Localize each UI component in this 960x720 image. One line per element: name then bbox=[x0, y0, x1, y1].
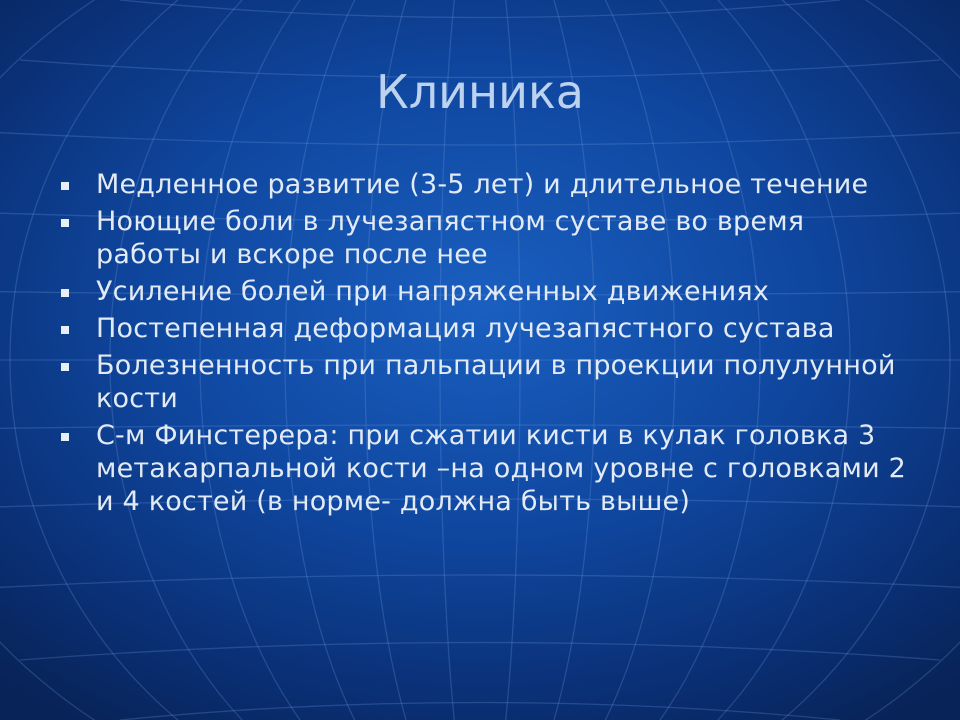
square-bullet-icon bbox=[61, 433, 69, 441]
bullet-item bbox=[56, 168, 916, 201]
bullet-item bbox=[56, 312, 916, 345]
bullet-list bbox=[56, 168, 916, 522]
bullet-text: Постепенная деформация лучезапястного сустава bbox=[96, 313, 835, 344]
square-bullet-icon bbox=[61, 363, 69, 371]
bullet-text: Болезненность при пальпации в проекции полулунной кости bbox=[96, 350, 896, 414]
bullet-item bbox=[56, 205, 916, 271]
square-bullet-icon bbox=[61, 289, 69, 297]
slide-title: Клиника bbox=[376, 65, 584, 119]
square-bullet-icon bbox=[61, 219, 69, 227]
bullet-text: Усиление болей при напряженных движениях bbox=[96, 276, 770, 307]
bullet-item bbox=[56, 275, 916, 308]
bullet-text: С-м Финстерера: при сжатии кисти в кулак головка 3 метакарпальной кости –на одном уровне с головками 2 и 4 костей (в норме- должна быть выше) bbox=[96, 420, 906, 517]
square-bullet-icon bbox=[61, 182, 69, 190]
bullet-text: Ноющие боли в лучезапястном суставе во время работы и вскоре после нее bbox=[96, 206, 805, 270]
bullet-item bbox=[56, 349, 916, 415]
square-bullet-icon bbox=[61, 326, 69, 334]
bullet-text: Медленное развитие (3-5 лет) и длительное течение bbox=[96, 169, 869, 200]
bullet-item bbox=[56, 419, 916, 518]
